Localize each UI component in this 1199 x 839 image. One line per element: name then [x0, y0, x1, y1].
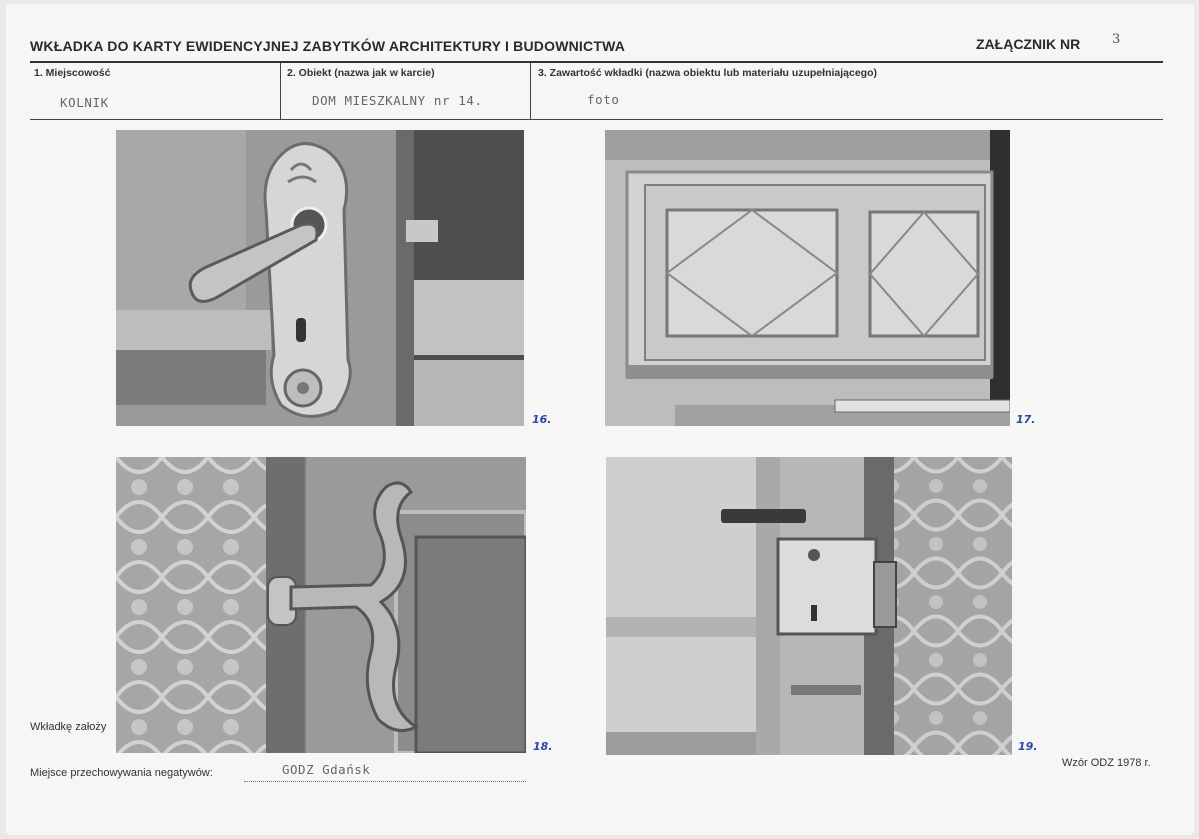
photo-door-handle: [116, 130, 524, 426]
content-value: foto: [587, 92, 620, 107]
photo-number-18: 18.: [533, 740, 553, 753]
photo-panelled-door: [605, 130, 1010, 426]
photo-box-lock: [606, 457, 1012, 755]
annex-number: 3: [1112, 32, 1121, 47]
fields-rule: [30, 119, 1163, 120]
locality-value: KOLNIK: [60, 95, 109, 110]
header-rule: [30, 61, 1163, 63]
photo-number-16: 16.: [532, 413, 552, 426]
field-separator-2: [530, 63, 531, 119]
insert-by-label: Wkładkę założy: [30, 721, 107, 733]
object-label: 2. Obiekt (nazwa jak w karcie): [287, 67, 435, 79]
photo-number-19: 19.: [1018, 740, 1038, 753]
negatives-value: GODZ Gdańsk: [282, 762, 371, 777]
negatives-line: [244, 781, 526, 782]
content-label: 3. Zawartość wkładki (nazwa obiektu lub materiału uzupełniającego): [538, 67, 877, 79]
locality-label: 1. Miejscowość: [34, 67, 111, 79]
form-version-label: Wzór ODZ 1978 r.: [1062, 757, 1151, 769]
object-value: DOM MIESZKALNY nr 14.: [312, 93, 483, 108]
field-separator-1: [280, 63, 281, 119]
photo-number-17: 17.: [1016, 413, 1036, 426]
form-title: WKŁADKA DO KARTY EWIDENCYJNEJ ZABYTKÓW ARCHITEKTURY I BUDOWNICTWA: [30, 38, 626, 54]
negatives-label: Miejsce przechowywania negatywów:: [30, 767, 213, 779]
photo-ornamental-hinge: [116, 457, 526, 753]
annex-label: ZAŁĄCZNIK NR: [976, 36, 1081, 52]
